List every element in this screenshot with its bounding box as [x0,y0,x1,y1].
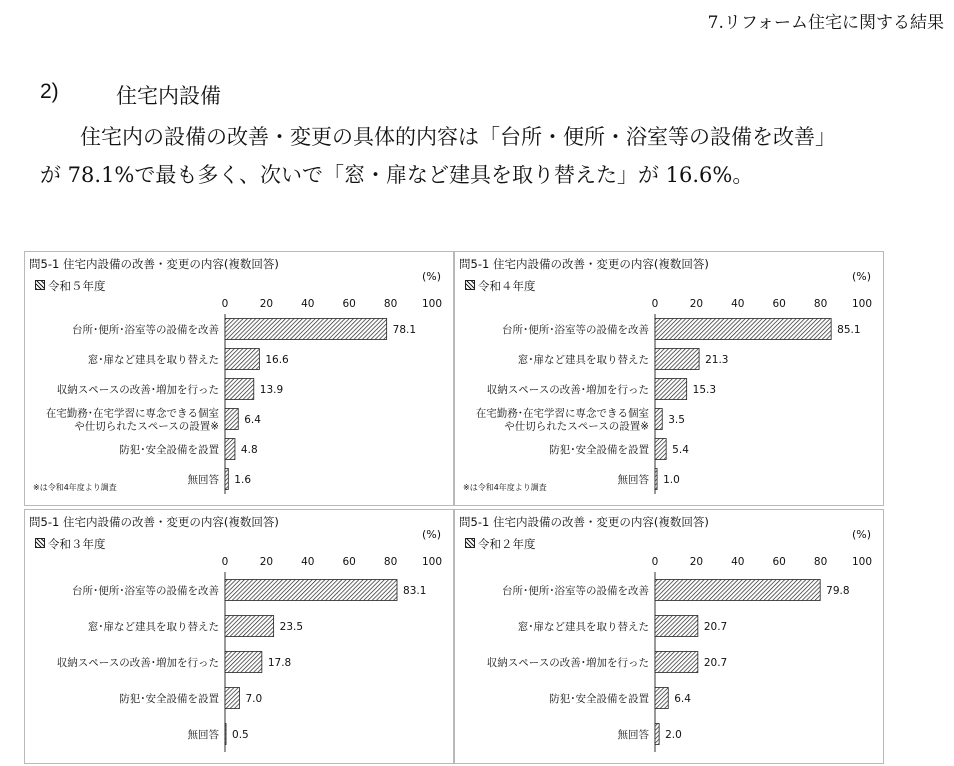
chart-legend [35,278,106,294]
category-label: 収納スペースの改善･増加を行った [56,657,219,669]
bar [225,688,239,709]
legend-swatch-icon [465,538,475,548]
legend-label: 令和２年度 [478,537,536,551]
data-label: 16.6 [265,354,289,366]
x-tick-label: 60 [342,556,356,568]
data-label: 13.9 [259,384,284,396]
data-label: 3.5 [668,414,685,426]
data-label: 20.7 [703,657,728,669]
x-tick-label: 40 [731,298,745,310]
chart-panel-r2 [454,509,884,764]
chart-unit: (%) [421,270,441,283]
category-label: や仕切られたスペースの設置※ [74,420,219,433]
category-label: 無回答 [617,474,649,486]
x-tick-label: 0 [651,298,659,310]
section-number: 2) [40,80,59,103]
bar [655,469,657,490]
x-tick-label: 60 [772,298,786,310]
category-label: 窓･扉など建具を取り替えた [517,621,649,633]
data-label: 20.7 [703,621,728,633]
x-tick-label: 100 [851,298,873,310]
x-tick-label: 20 [259,556,274,568]
x-tick-label: 100 [851,556,873,568]
chart-title: 問5-1 住宅内設備の改善・変更の内容(複数回答) [29,515,279,529]
data-label: 83.1 [403,585,427,597]
x-tick-label: 20 [689,556,704,568]
category-label: 無回答 [617,729,649,741]
x-tick-label: 40 [301,298,315,310]
x-tick-label: 80 [813,298,828,310]
bar [225,349,259,370]
summary-paragraph [40,118,940,194]
bar [225,652,262,673]
category-label: 防犯･安全設備を設置 [119,693,219,705]
data-label: 23.5 [279,621,304,633]
category-label: 収納スペースの改善･増加を行った [56,384,219,396]
x-tick-label: 0 [651,556,659,568]
chart-title: 問5-1 住宅内設備の改善・変更の内容(複数回答) [29,257,279,271]
x-tick-label: 0 [221,298,229,310]
chart-legend [465,536,536,552]
x-tick-label: 20 [689,298,704,310]
chart-legend [465,278,536,294]
chart-panel-r4 [454,251,884,506]
x-tick-label: 40 [301,556,315,568]
category-label: や仕切られたスペースの設置※ [504,420,649,433]
bar [655,580,820,601]
legend-label: 令和４年度 [478,279,536,293]
category-label: 台所･便所･浴室等の設備を改善 [502,585,649,597]
chart-legend [35,536,106,552]
data-label: 6.4 [674,693,691,705]
bar [225,379,254,400]
category-label: 無回答 [187,474,219,486]
category-label: 窓･扉など建具を取り替えた [87,621,219,633]
category-label: 台所･便所･浴室等の設備を改善 [502,324,649,336]
legend-label: 令和３年度 [48,537,106,551]
category-label: 収納スペースの改善･増加を行った [486,384,649,396]
data-label: 15.3 [692,384,717,396]
x-tick-label: 20 [259,298,274,310]
category-label: 収納スペースの改善･増加を行った [486,657,649,669]
bar [225,724,226,745]
legend-label: 令和５年度 [48,279,106,293]
bar [655,688,668,709]
chart-title: 問5-1 住宅内設備の改善・変更の内容(複数回答) [459,515,709,529]
data-label: 4.8 [240,444,258,456]
category-label: 在宅勤務･在宅学習に専念できる個室 [475,407,649,420]
chart-title: 問5-1 住宅内設備の改善・変更の内容(複数回答) [459,257,709,271]
category-label: 無回答 [187,729,219,741]
data-label: 85.1 [837,324,861,336]
bar [225,616,274,637]
bar [655,652,698,673]
category-label: 台所･便所･浴室等の設備を改善 [72,324,219,336]
category-label: 防犯･安全設備を設置 [549,693,649,705]
data-label: 0.5 [232,729,249,741]
page-header: 7.リフォーム住宅に関する結果 [707,13,944,33]
chart-note: ※は令和4年度より調査 [33,483,117,492]
category-label: 台所･便所･浴室等の設備を改善 [72,585,219,597]
data-label: 6.4 [244,414,261,426]
chart-unit: (%) [851,528,871,541]
category-label: 窓･扉など建具を取り替えた [87,354,219,366]
chart-note: ※は令和4年度より調査 [463,483,547,492]
bar [225,469,228,490]
bar [225,319,387,340]
bar [655,319,831,340]
section-title: 住宅内設備 [116,84,221,108]
x-tick-label: 60 [342,298,356,310]
data-label: 78.1 [392,324,417,336]
bar [655,349,699,370]
data-label: 21.3 [705,354,729,366]
x-tick-label: 0 [221,556,229,568]
bar [225,580,397,601]
data-label: 7.0 [245,693,263,705]
data-label: 1.0 [663,474,680,486]
x-tick-label: 80 [383,298,398,310]
paragraph-line-1: 住宅内の設備の改善・変更の具体的内容は「台所・便所・浴室等の設備を改善」 [80,125,836,149]
x-tick-label: 80 [383,556,398,568]
category-label: 防犯･安全設備を設置 [119,444,219,456]
paragraph-line-2: が 78.1%で最も多く、次いで「窓・扉など建具を取り替えた」が 16.6%。 [40,163,754,187]
data-label: 2.0 [665,729,682,741]
data-label: 79.8 [826,585,850,597]
category-label: 防犯･安全設備を設置 [549,444,649,456]
bar [225,409,238,430]
chart-panel-r5 [24,251,454,506]
data-label: 17.8 [267,657,292,669]
legend-swatch-icon [35,280,45,290]
bar [225,439,235,460]
x-tick-label: 60 [772,556,786,568]
legend-swatch-icon [35,538,45,548]
legend-swatch-icon [465,280,475,290]
data-label: 1.6 [234,474,252,486]
bar [655,439,666,460]
chart-unit: (%) [421,528,441,541]
data-label: 5.4 [672,444,689,456]
category-label: 窓･扉など建具を取り替えた [517,354,649,366]
x-tick-label: 100 [421,556,443,568]
category-label: 在宅勤務･在宅学習に専念できる個室 [45,407,219,420]
bar [655,724,659,745]
x-tick-label: 80 [813,556,828,568]
chart-unit: (%) [851,270,871,283]
bar [655,409,662,430]
x-tick-label: 100 [421,298,443,310]
chart-panel-r3 [24,509,454,764]
x-tick-label: 40 [731,556,745,568]
bar [655,379,687,400]
bar [655,616,698,637]
